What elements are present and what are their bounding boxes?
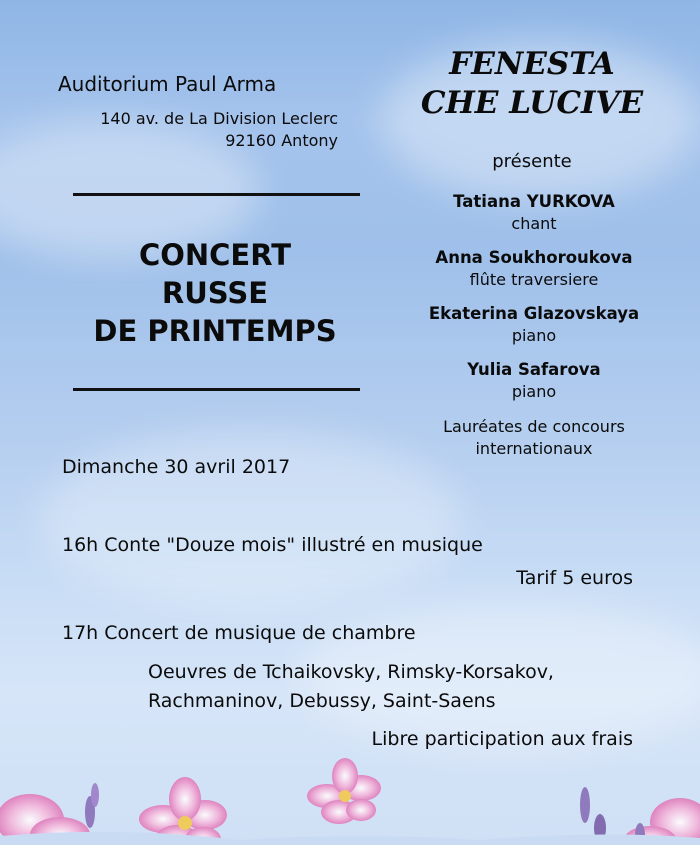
concert-date: Dimanche 30 avril 2017 [62, 456, 291, 478]
laureates-note [404, 416, 664, 460]
performer [404, 359, 664, 403]
performer-role: chant [511, 214, 557, 233]
flower-border-illustration [0, 740, 700, 845]
venue-address-street: 140 av. de La Division Leclerc [100, 109, 338, 128]
performer-role: piano [511, 382, 557, 401]
divider-bottom [73, 388, 360, 391]
venue-address [100, 108, 338, 152]
laureates-line: Lauréates de concours [443, 417, 625, 436]
event-description: 16h Conte "Douze mois" illustré en musique [62, 534, 483, 556]
performer-name: Anna Soukhoroukova [435, 248, 633, 267]
performer-role: flûte traversiere [469, 270, 599, 289]
performer-name: Yulia Safarova [467, 360, 601, 379]
performer [404, 191, 664, 235]
performer-list [404, 191, 664, 415]
venue-address-city: 92160 Antony [225, 131, 338, 150]
presenter-name-line: FENESTA [449, 46, 615, 82]
concert-title-line: DE PRINTEMPS [93, 314, 337, 348]
event-price: Tarif 5 euros [516, 567, 633, 589]
performer [404, 247, 664, 291]
concert-title-line: CONCERT [138, 238, 292, 272]
presenter-name-line: CHE LUCIVE [420, 85, 644, 121]
performer-role: piano [511, 326, 557, 345]
divider-top [73, 193, 360, 196]
concert-title-line: RUSSE [161, 276, 269, 310]
event-description: 17h Concert de musique de chambre [62, 622, 416, 644]
laureates-line: internationaux [475, 439, 593, 458]
performer [404, 303, 664, 347]
venue-name: Auditorium Paul Arma [58, 72, 277, 96]
performer-name: Tatiana YURKOVA [453, 192, 615, 211]
concert-title [60, 236, 370, 350]
program-works [148, 658, 554, 716]
performer-name: Ekaterina Glazovskaya [428, 304, 640, 323]
presenter-name [412, 45, 652, 123]
presents-label: présente [492, 151, 572, 172]
event-price: Libre participation aux frais [371, 728, 633, 750]
program-works-line: Oeuvres de Tchaikovsky, Rimsky-Korsakov, [148, 661, 554, 683]
program-works-line: Rachmaninov, Debussy, Saint-Saens [148, 690, 496, 712]
